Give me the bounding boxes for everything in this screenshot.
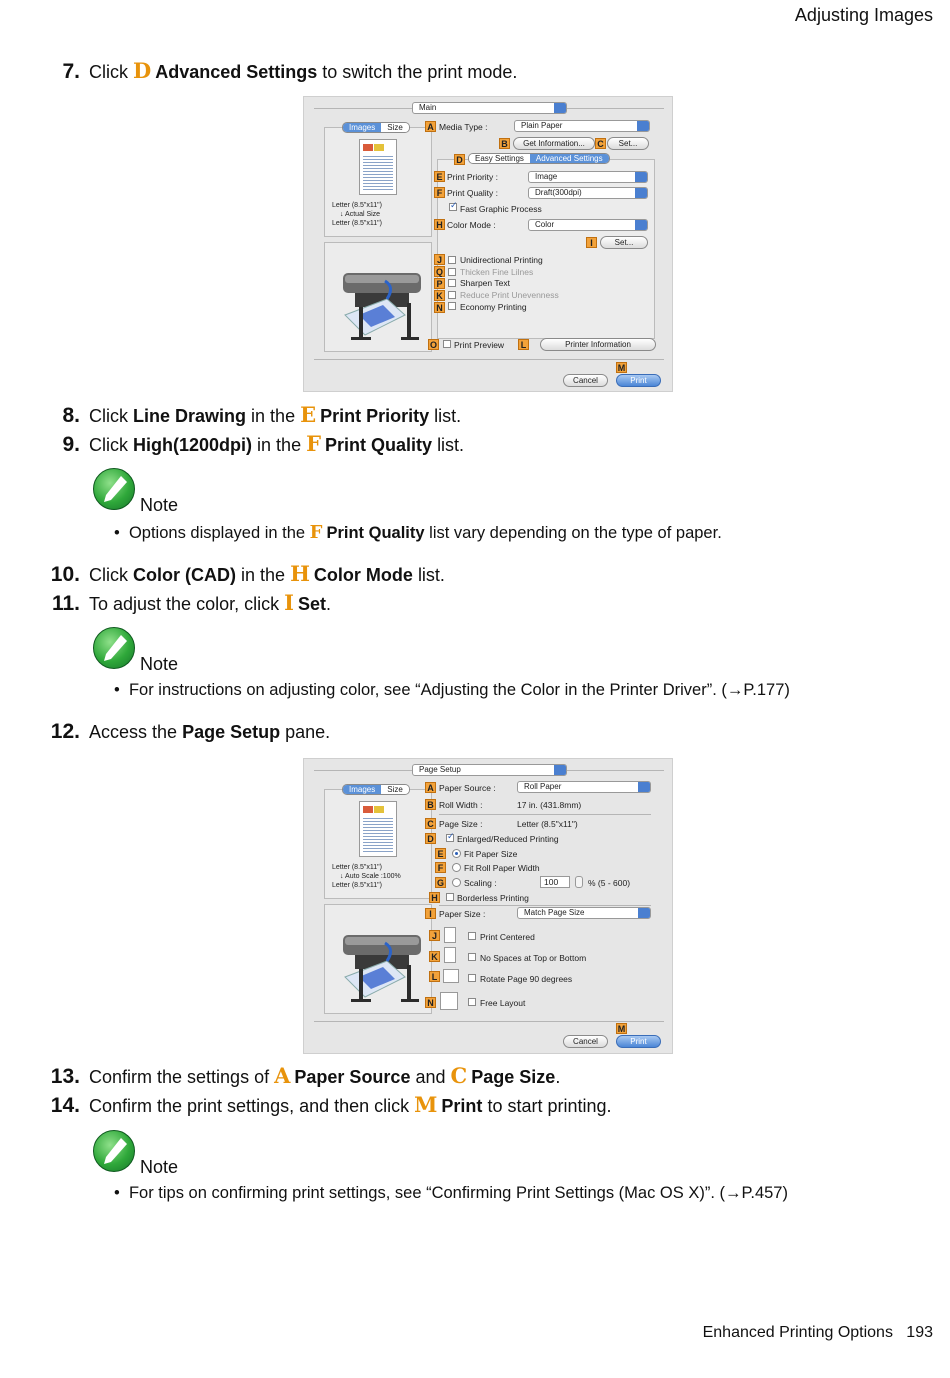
note-label: Note	[140, 654, 179, 674]
borderless-label: Borderless Printing	[457, 893, 529, 903]
enlarged-checkbox[interactable]: ✓	[447, 831, 455, 841]
callout-tag: B	[425, 799, 436, 810]
callout-tag: N	[425, 997, 436, 1008]
free-layout-label: Free Layout	[480, 998, 526, 1008]
tab-advanced-settings[interactable]: Advanced Settings	[530, 154, 609, 163]
print-priority-label: Print Priority :	[447, 172, 499, 182]
cancel-button[interactable]: Cancel	[563, 1035, 608, 1048]
fast-graphic-checkbox[interactable]: ✓	[450, 200, 458, 210]
page-setup-screenshot	[303, 758, 673, 1054]
callout-tag: N	[434, 302, 445, 313]
tab-easy-settings[interactable]: Easy Settings	[469, 154, 530, 163]
callout-letter: A	[274, 1063, 291, 1088]
paper-size-select[interactable]: Match Page Size	[517, 907, 651, 919]
step-text: .	[555, 1067, 561, 1087]
free-layout-icon	[440, 992, 458, 1010]
fit-roll-radio[interactable]	[452, 863, 461, 872]
tab-images[interactable]: Images	[343, 785, 381, 794]
rotate-page-icon	[443, 969, 459, 983]
printer-information-button[interactable]: Printer Information	[540, 338, 656, 351]
printer-image-panel	[324, 242, 432, 352]
unidirectional-label: Unidirectional Printing	[460, 255, 543, 265]
note-text: For tips on confirming print settings, see “Confirming Print Settings (Mac OS X)”. (→P.457)	[128, 1184, 788, 1202]
note-bullet: • For instructions on adjusting color, see “Adjusting the Color in the Printer Driver”. (→P.177)	[114, 681, 790, 699]
color-mode-select[interactable]: Color	[528, 219, 648, 231]
note-pencil-icon	[93, 1130, 135, 1172]
sharpen-text-label: Sharpen Text	[460, 278, 510, 288]
callout-tag: G	[436, 878, 444, 888]
scaling-input[interactable]: 100	[540, 876, 570, 888]
free-layout-checkbox[interactable]	[468, 998, 476, 1006]
printer-illustration	[325, 905, 431, 1013]
step-9	[0, 431, 464, 457]
paper-source-label: Paper Source :	[439, 783, 496, 793]
note-text: For instructions on adjusting color, see “Adjusting the Color in the Printer Driver”. (→P.177)	[128, 681, 790, 699]
page-thumbnail	[359, 801, 397, 857]
callout-letter: I	[284, 590, 294, 615]
note-text: list vary depending on the type of paper.	[429, 524, 722, 542]
paper-source-select[interactable]: Roll Paper	[517, 781, 651, 793]
callout-tag: D	[454, 154, 465, 165]
fit-paper-radio[interactable]	[452, 849, 461, 858]
step-text: in the	[241, 565, 286, 585]
note-bold: Print Quality	[326, 524, 425, 542]
callout-letter: M	[414, 1092, 438, 1117]
running-header: Adjusting Images	[794, 5, 933, 25]
step-number: 13.	[50, 1065, 80, 1088]
fit-paper-label: Fit Paper Size	[464, 849, 518, 859]
step-text: Access the	[89, 722, 178, 742]
callout-tag: L	[429, 971, 440, 982]
print-priority-select[interactable]: Image	[528, 171, 648, 183]
callout-tag: H	[434, 219, 445, 230]
page-size-label: Page Size :	[439, 819, 483, 829]
step-10	[0, 561, 445, 587]
step-12	[0, 720, 330, 744]
step-number: 11.	[51, 592, 80, 615]
step-number: 14.	[50, 1094, 80, 1117]
note-label: Note	[140, 495, 179, 515]
enlarged-label: Enlarged/Reduced Printing	[457, 834, 559, 844]
step-text: .	[325, 594, 331, 614]
callout-letter: E	[300, 402, 317, 427]
callout-letter: F	[309, 522, 323, 543]
callout-tag: J	[434, 254, 445, 265]
step-text: Click	[89, 565, 128, 585]
step-bold: Color (CAD)	[133, 565, 236, 585]
running-footer	[703, 1324, 933, 1342]
step-bold: Set	[297, 594, 326, 614]
callout-tag: Q	[435, 267, 443, 277]
callout-tag: C	[595, 138, 606, 149]
printer-image-panel	[324, 904, 432, 1014]
preview-text: Letter (8.5"x11")	[332, 202, 382, 209]
step-text: To adjust the color, click	[89, 594, 280, 614]
sharpen-text-checkbox[interactable]	[448, 279, 456, 287]
callout-tag: K	[429, 951, 440, 962]
step-7	[0, 58, 517, 84]
borderless-checkbox[interactable]	[446, 893, 454, 901]
note-bullet: • For tips on confirming print settings, see “Confirming Print Settings (Mac OS X)”. (→P.457)	[114, 1184, 788, 1202]
preview-text: ↓ Auto Scale :100%	[340, 873, 401, 880]
step-text: Confirm the print settings, and then click	[89, 1096, 410, 1116]
step-bold: Print	[441, 1096, 483, 1116]
step-number: 8.	[62, 404, 80, 427]
callout-tag: F	[435, 862, 446, 873]
tab-size[interactable]: Size	[381, 123, 409, 132]
fast-graphic-label: Fast Graphic Process	[460, 204, 542, 214]
callout-tag: L	[518, 339, 529, 350]
unidirectional-checkbox[interactable]	[448, 256, 456, 264]
color-mode-label: Color Mode :	[447, 220, 496, 230]
print-button[interactable]: Print	[616, 1035, 661, 1048]
callout-tag: I	[586, 237, 597, 248]
callout-tag: M	[617, 1024, 626, 1034]
page-size-value: Letter (8.5"x11")	[517, 819, 578, 829]
pane-select[interactable]: Main	[412, 102, 567, 114]
callout-tag: C	[425, 818, 436, 829]
step-8	[0, 402, 461, 428]
callout-tag: B	[499, 138, 510, 149]
preview-tabs[interactable]	[342, 784, 410, 795]
rotate-page-label: Rotate Page 90 degrees	[480, 974, 573, 984]
reduce-unevenness-checkbox[interactable]	[448, 291, 456, 299]
callout-tag: D	[425, 833, 436, 844]
step-number: 12.	[50, 720, 80, 743]
pane-select[interactable]: Page Setup	[412, 764, 567, 776]
note-pencil-icon	[93, 627, 135, 669]
step-number: 10.	[50, 563, 80, 586]
advanced-settings-panel	[437, 159, 655, 339]
step-11	[0, 590, 331, 616]
scaling-range: % (5 - 600)	[588, 878, 631, 888]
step-text: Confirm the settings of	[89, 1067, 270, 1087]
preview-tabs[interactable]	[342, 122, 410, 133]
step-text: list.	[434, 406, 462, 426]
callout-tag: J	[429, 930, 440, 941]
callout-letter: F	[306, 431, 322, 456]
no-spaces-label: No Spaces at Top or Bottom	[480, 953, 587, 963]
page-thumbnail	[359, 139, 397, 195]
color-set-button[interactable]: Set...	[600, 236, 648, 249]
mode-tabs[interactable]	[468, 153, 610, 164]
scaling-stepper[interactable]	[575, 876, 583, 888]
economy-label: Economy Printing	[460, 302, 527, 312]
step-bold: Page Size	[471, 1067, 556, 1087]
step-bold: High(1200dpi)	[133, 435, 253, 455]
callout-tag: E	[435, 848, 446, 859]
step-text: list.	[417, 565, 445, 585]
step-text: in the	[251, 406, 296, 426]
preview-text: ↓ Actual Size	[340, 211, 381, 218]
callout-letter: C	[450, 1063, 468, 1088]
print-preview-checkbox[interactable]	[443, 340, 451, 348]
step-bold: Line Drawing	[133, 406, 247, 426]
print-centered-label: Print Centered	[480, 932, 535, 942]
scaling-radio[interactable]	[452, 878, 461, 887]
rotate-page-checkbox[interactable]	[468, 974, 476, 982]
callout-tag: F	[434, 187, 445, 198]
print-button[interactable]: Print	[616, 374, 661, 387]
media-type-select[interactable]: Plain Paper	[514, 120, 650, 132]
callout-tag: A	[425, 121, 436, 132]
step-text: to switch the print mode.	[322, 62, 518, 82]
callout-tag: O	[429, 340, 437, 350]
print-preview-label: Print Preview	[454, 340, 505, 350]
page-number: 193	[906, 1324, 933, 1341]
thicken-lines-label: Thicken Fine Lilnes	[460, 267, 534, 277]
roll-width-value: 17 in. (431.8mm)	[517, 800, 582, 810]
preview-text: Letter (8.5"x11")	[332, 864, 382, 871]
footer-text: Enhanced Printing Options	[702, 1324, 893, 1341]
callout-tag: M	[617, 363, 626, 373]
paper-size-label: Paper Size :	[439, 909, 486, 919]
print-centered-checkbox[interactable]	[468, 932, 476, 940]
callout-tag: E	[434, 171, 445, 182]
note-text: Options displayed in the	[128, 524, 306, 542]
step-bold: Page Setup	[182, 722, 281, 742]
reduce-unevenness-label: Reduce Print Unevenness	[460, 290, 559, 300]
callout-letter: D	[133, 58, 152, 83]
print-centered-icon	[444, 927, 456, 943]
thicken-lines-checkbox[interactable]	[448, 268, 456, 276]
step-bold: Print Quality	[325, 435, 433, 455]
step-text: to start printing.	[487, 1096, 612, 1116]
step-bold: Color Mode	[313, 565, 413, 585]
step-bold: Paper Source	[294, 1067, 411, 1087]
preview-text: Letter (8.5"x11")	[332, 220, 382, 227]
callout-tag: I	[425, 908, 436, 919]
step-text: Click	[89, 406, 128, 426]
callout-tag: K	[434, 290, 445, 301]
scaling-label: Scaling :	[464, 878, 497, 888]
step-bold: Print Priority	[320, 406, 430, 426]
step-text: and	[415, 1067, 446, 1087]
step-text: Click	[89, 62, 128, 82]
callout-letter: H	[290, 561, 310, 586]
preview-text: Letter (8.5"x11")	[332, 882, 382, 889]
callout-tag: H	[429, 892, 440, 903]
no-spaces-icon	[444, 947, 456, 963]
no-spaces-checkbox[interactable]	[468, 953, 476, 961]
note-bullet: • Options displayed in the F Print Quality list vary depending on the type of paper.	[114, 522, 722, 543]
note-pencil-icon	[93, 468, 135, 510]
media-set-button[interactable]: Set...	[607, 137, 649, 150]
main-pane-screenshot	[303, 96, 673, 392]
get-information-button[interactable]: Get Information...	[513, 137, 595, 150]
step-13	[0, 1063, 560, 1089]
tab-images[interactable]: Images	[343, 123, 381, 132]
print-quality-select[interactable]: Draft(300dpi)	[528, 187, 648, 199]
cancel-button[interactable]: Cancel	[563, 374, 608, 387]
callout-tag: P	[434, 278, 445, 289]
fit-roll-label: Fit Roll Paper Width	[464, 863, 540, 873]
roll-width-label: Roll Width :	[439, 800, 483, 810]
printer-illustration	[325, 243, 431, 351]
step-text: list.	[437, 435, 465, 455]
media-type-label: Media Type :	[439, 122, 488, 132]
step-number: 9.	[62, 433, 80, 456]
step-text: pane.	[285, 722, 331, 742]
step-bold: Advanced Settings	[155, 62, 318, 82]
tab-size[interactable]: Size	[381, 785, 409, 794]
economy-checkbox[interactable]	[448, 302, 456, 310]
step-14	[0, 1092, 612, 1118]
step-text: Click	[89, 435, 128, 455]
print-quality-label: Print Quality :	[447, 188, 499, 198]
step-number: 7.	[62, 60, 80, 83]
callout-tag: A	[425, 782, 436, 793]
note-label: Note	[140, 1157, 179, 1177]
step-text: in the	[257, 435, 302, 455]
